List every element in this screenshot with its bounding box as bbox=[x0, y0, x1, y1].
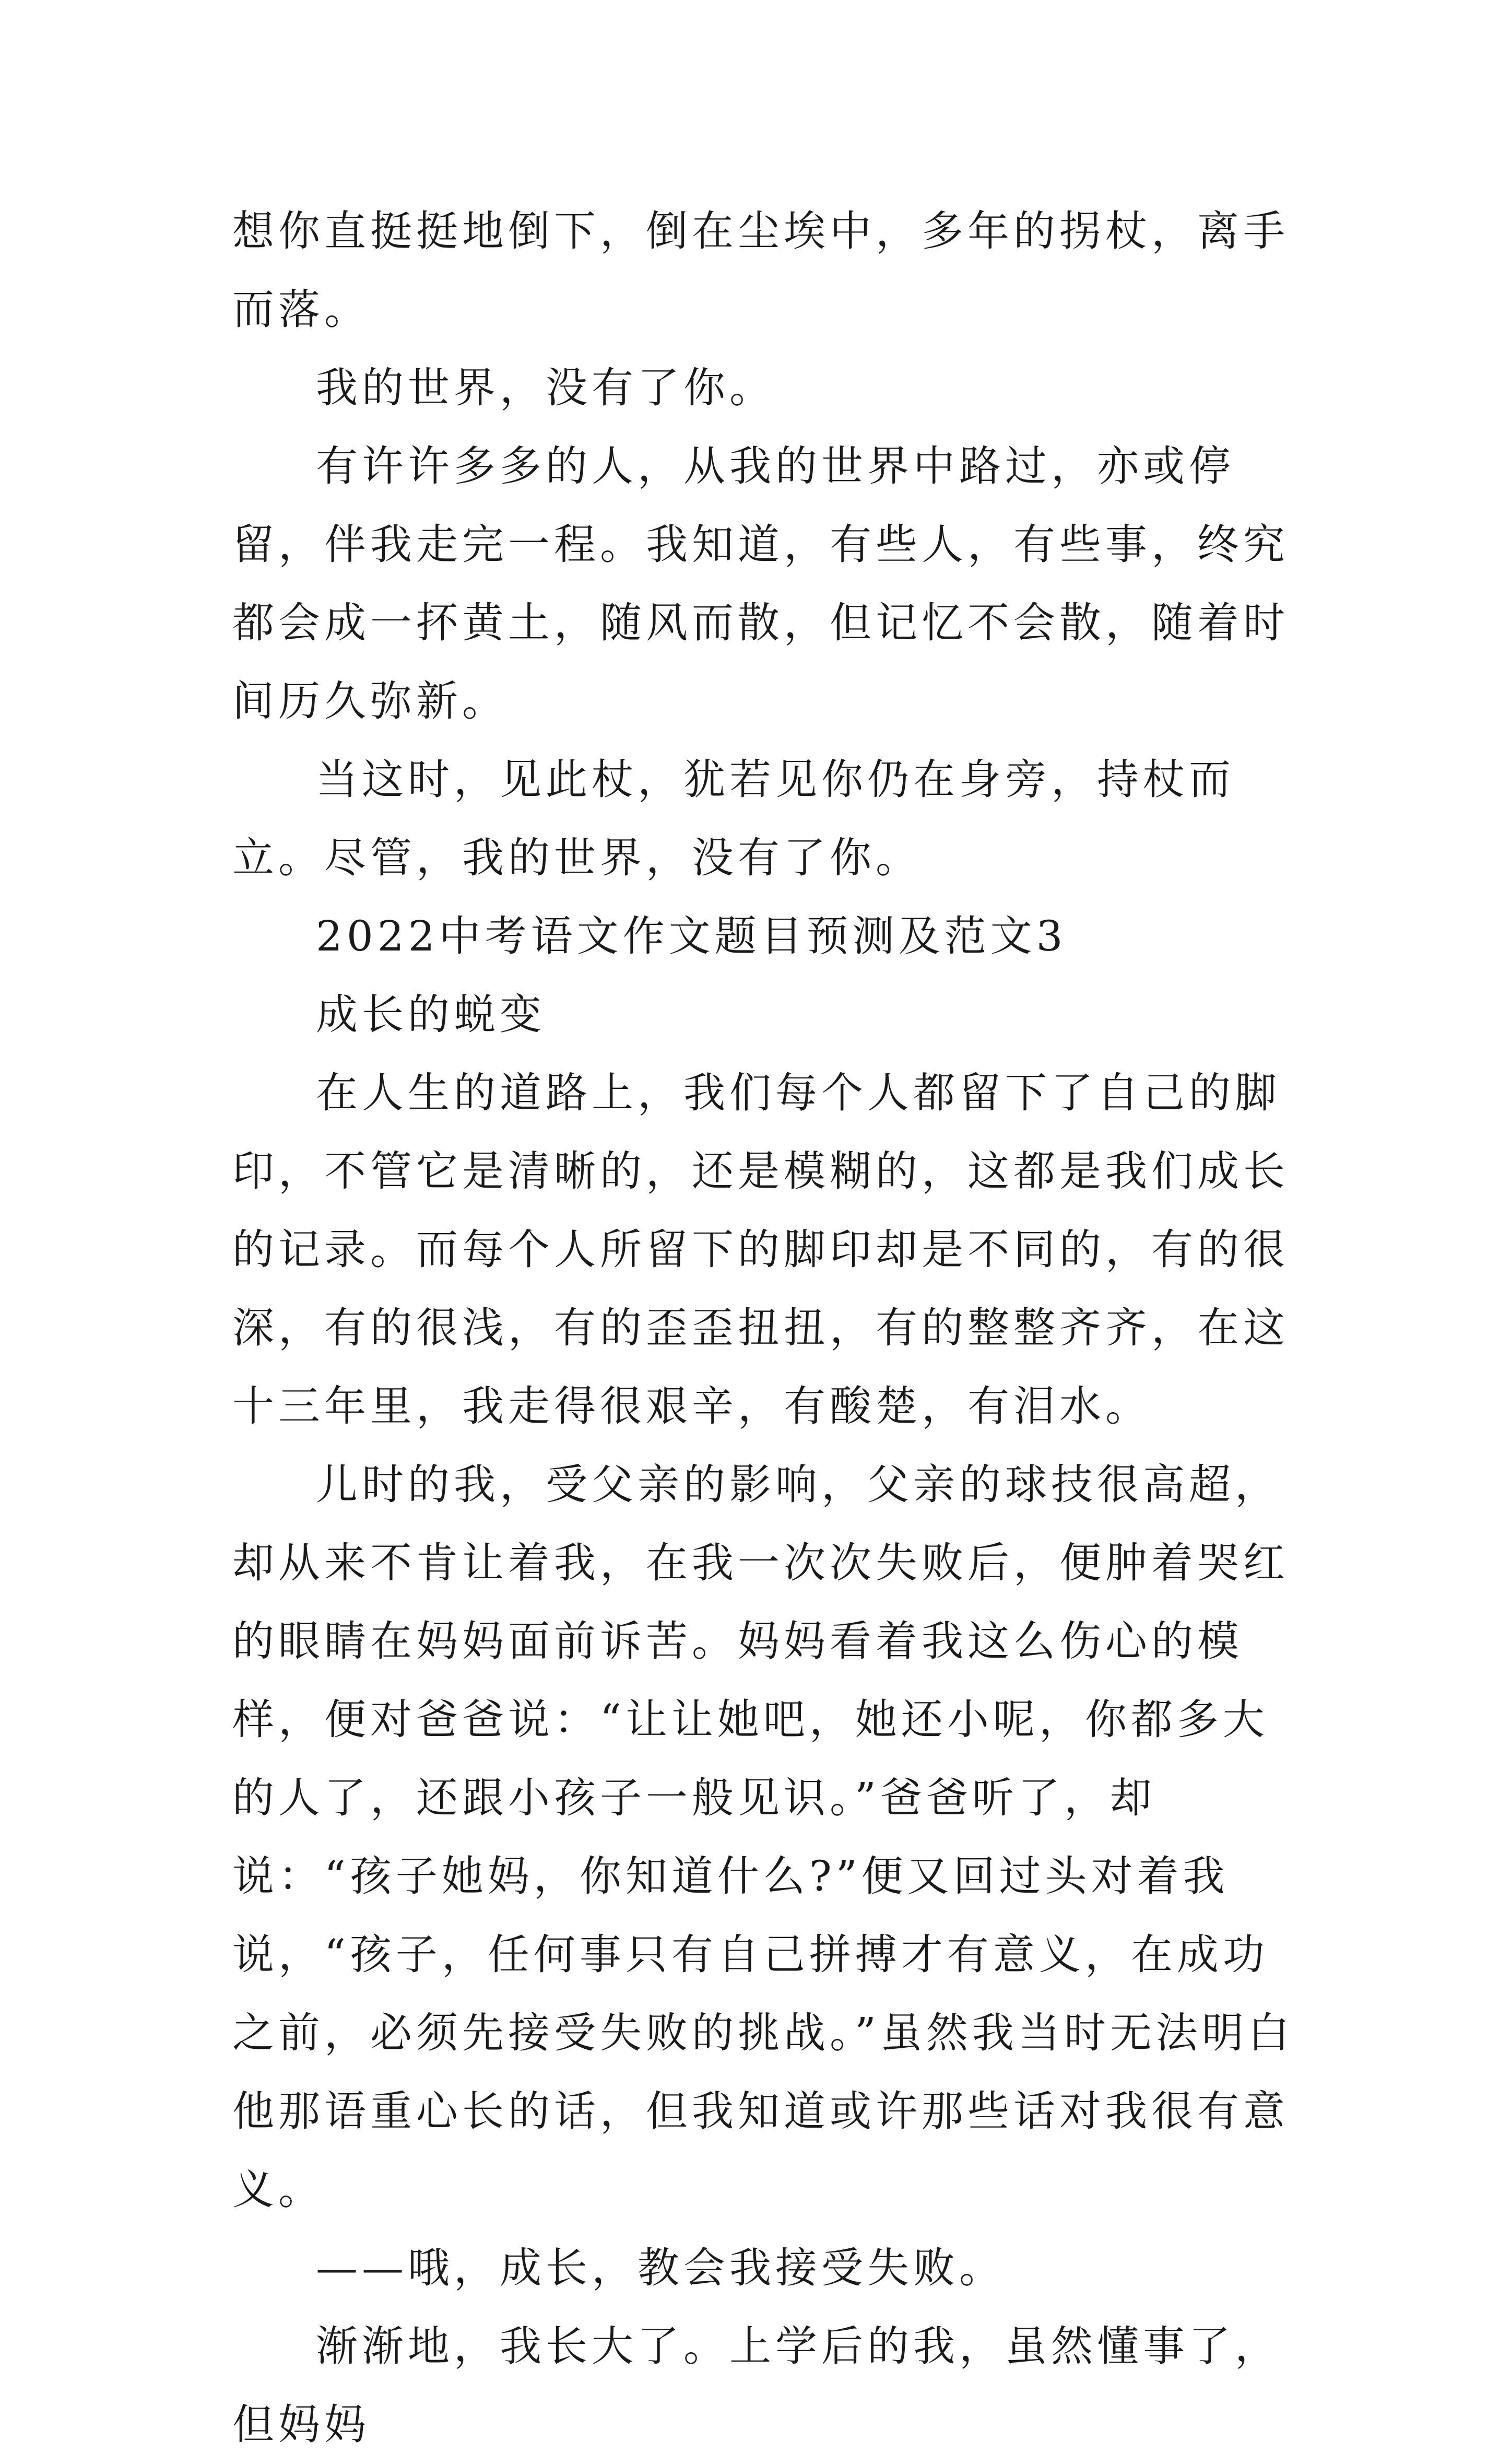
paragraph-1: 想你直挺挺地倒下，倒在尘埃中，多年的拐杖，离手而落。 bbox=[232, 207, 1289, 334]
essay-title: 成长的蜕变 bbox=[316, 990, 546, 1039]
paragraph-8: 儿时的我，受父亲的影响，父亲的球技很高超，却从来不肯让着我，在我一次次失败后，便肿着哭红的眼睛在妈妈面前诉苦。妈妈看着我这么伤心的模样，便对爸爸说：“让让她吧，她还小呢，你都多大的人了，还跟小孩子一般见识。”爸爸听了，却说：“孩子她妈，你知道什么?”便又回过头对着我说，“孩子，任何事只有自己拼搏才有意义，在成功之前，必须先接受失败的挑战。”虽然我当时无法明白他那语重心长的话，但我知道或许那些话对我很有意义。 bbox=[232, 1460, 1294, 2214]
paragraph-9: ——哦，成长，教会我接受失败。 bbox=[316, 2244, 1005, 2292]
paragraph-4: 当这时，见此杖，犹若见你仍在身旁，持杖而立。尽管，我的世界，没有了你。 bbox=[232, 755, 1235, 882]
paragraph-2: 我的世界，没有了你。 bbox=[316, 363, 775, 412]
paragraph-3: 有许许多多的人，从我的世界中路过，亦或停留，伴我走完一程。我知道，有些人，有些事，终究都会成一抔黄土，随风而散，但记忆不会散，随着时间历久弥新。 bbox=[232, 442, 1289, 725]
document-body bbox=[232, 192, 1297, 2464]
essay-heading: 2022中考语文作文题目预测及范文3 bbox=[316, 912, 1067, 960]
paragraph-7: 在人生的道路上，我们每个人都留下了自己的脚印，不管它是清晰的，还是模糊的，这都是我们成长的记录。而每个人所留下的脚印却是不同的，有的很深，有的很浅，有的歪歪扭扭，有的整整齐齐，在这十三年里，我走得很艰辛，有酸楚，有泪水。 bbox=[232, 1069, 1289, 1430]
paragraph-10: 渐渐地，我长大了。上学后的我，虽然懂事了，但妈妈 bbox=[232, 2322, 1281, 2449]
